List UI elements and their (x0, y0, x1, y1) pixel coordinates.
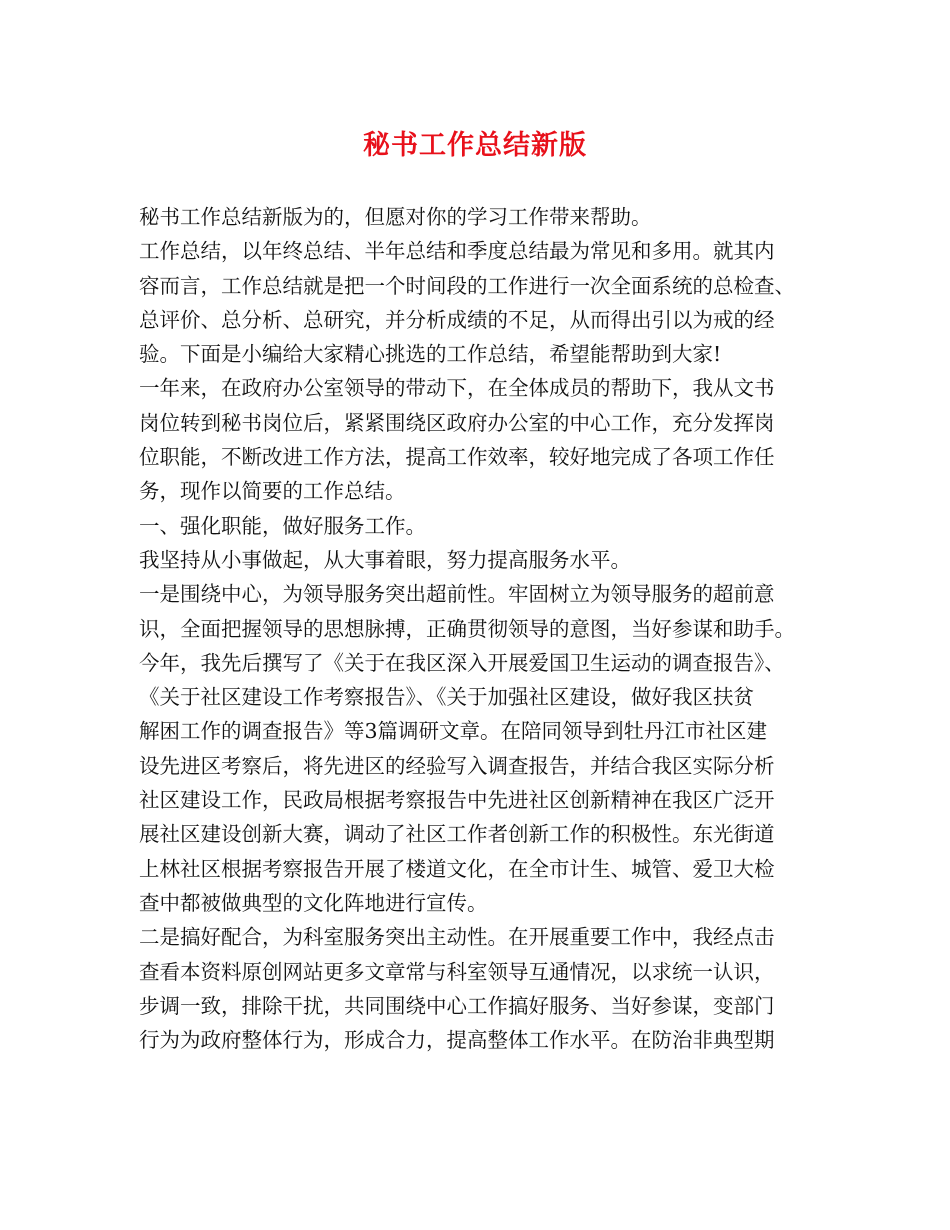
body-line: 步调一致，排除干扰，共同围绕中心工作搞好服务、当好参谋，变部门 (139, 993, 775, 1018)
body-line: 社区建设工作，民政局根据考察报告中先进社区创新精神在我区广泛开 (139, 788, 775, 813)
body-line: 位职能，不断改进工作方法，提高工作效率，较好地完成了各项工作任 (139, 445, 775, 470)
body-line: 岗位转到秘书岗位后，紧紧围绕区政府办公室的中心工作，充分发挥岗 (139, 410, 775, 435)
body-line: 查看本资料原创网站更多文章常与科室领导互通情况，以求统一认识， (139, 959, 775, 984)
document-body (139, 200, 811, 1057)
body-line: 工作总结，以年终总结、半年总结和季度总结最为常见和多用。就其内 (139, 239, 775, 264)
document-title: 秘书工作总结新版 (363, 130, 587, 161)
body-line: 一年来，在政府办公室领导的带动下，在全体成员的帮助下，我从文书 (139, 376, 775, 401)
body-line: 容而言，工作总结就是把一个时间段的工作进行一次全面系统的总检查、 (139, 273, 795, 298)
body-line: 二是搞好配合，为科室服务突出主动性。在开展重要工作中，我经点击 (139, 925, 775, 950)
body-line: 务，现作以简要的工作总结。 (139, 479, 406, 504)
body-line: 上林社区根据考察报告开展了楼道文化，在全市计生、城管、爱卫大检 (139, 856, 775, 881)
body-line: 我坚持从小事做起，从大事着眼，努力提高服务水平。 (139, 547, 631, 572)
body-line: 验。下面是小编给大家精心挑选的工作总结，希望能帮助到大家! (139, 342, 722, 367)
body-line: 一、强化职能，做好服务工作。 (139, 513, 426, 538)
body-line: 识，全面把握领导的思想脉搏，正确贯彻领导的意图，当好参谋和助手。 (139, 616, 795, 641)
body-line: 秘书工作总结新版为的，但愿对你的学习工作带来帮助。 (139, 205, 652, 229)
body-line: 今年，我先后撰写了《关于在我区深入开展爱国卫生运动的调查报告》、 (139, 650, 785, 675)
body-line: 总评价、总分析、总研究，并分析成绩的不足，从而得出引以为戒的经 (139, 307, 775, 332)
body-line: 解困工作的调查报告》等3篇调研文章。在陪同领导到牡丹江市社区建 (139, 719, 768, 744)
body-line: 一是围绕中心，为领导服务突出超前性。牢固树立为领导服务的超前意 (139, 582, 775, 607)
body-line: 查中都被做典型的文化阵地进行宣传。 (139, 890, 488, 915)
body-line: 《关于社区建设工作考察报告》、《关于加强社区建设，做好我区扶贫 (139, 685, 754, 710)
body-line: 行为为政府整体行为，形成合力，提高整体工作水平。在防治非典型期 (139, 1028, 775, 1053)
body-line: 展社区建设创新大赛，调动了社区工作者创新工作的积极性。东光街道 (139, 822, 775, 847)
body-line: 设先进区考察后，将先进区的经验写入调查报告，并结合我区实际分析 (139, 753, 775, 778)
